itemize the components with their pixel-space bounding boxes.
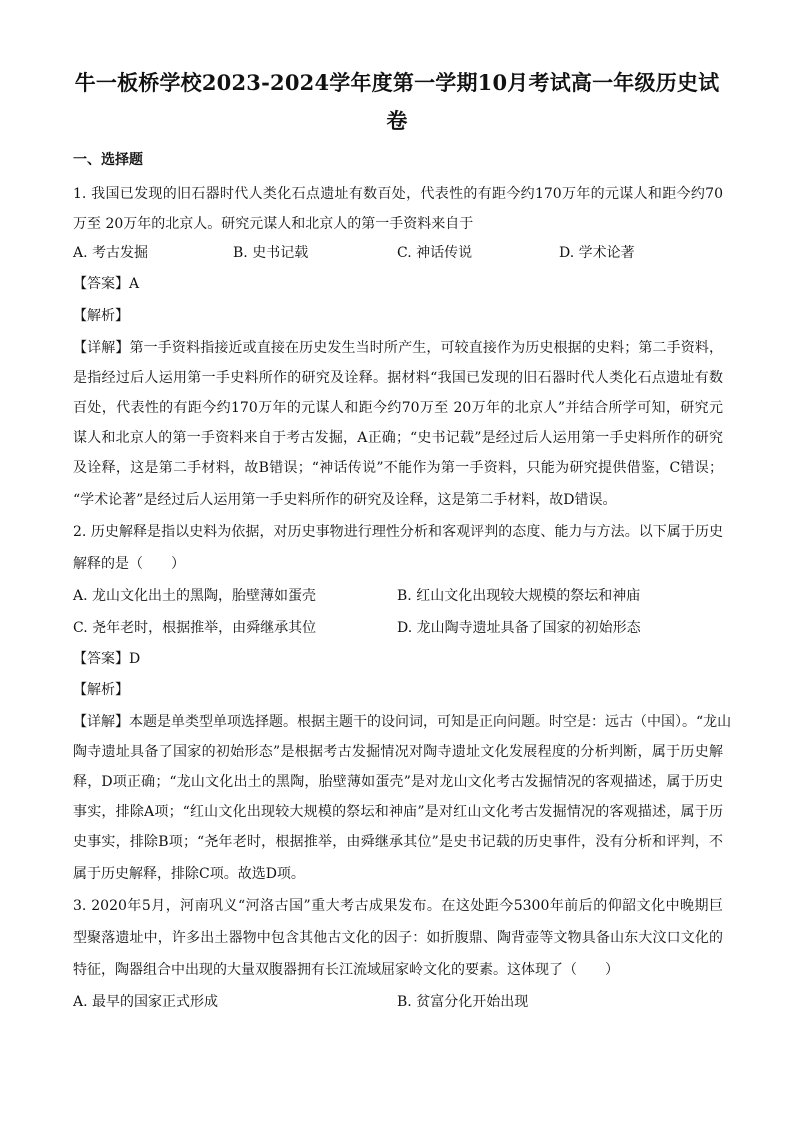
q1-option-b: B. 史书记载 (233, 245, 309, 261)
q2-analysis-label: 【解析】 (73, 682, 129, 698)
q1-option-d: D. 学术论著 (559, 245, 635, 261)
q3-stem-line-2: 型聚落遗址中，许多出土器物中包含其他古文化的因子：如折腹鼎、陶背壶等文物具备山东大汶口文化的 (73, 930, 723, 946)
q2-option-d: D. 龙山陶寺遗址具备了国家的初始形态 (397, 620, 641, 636)
q1-option-a: A. 考古发掘 (73, 245, 149, 261)
q2-option-b: B. 红山文化出现较大规模的祭坛和神庙 (397, 588, 641, 604)
q2-stem-line-2: 解释的是（ ） (73, 556, 185, 572)
q3-stem-line-3: 特征，陶器组合中出现的大量双腹器拥有长江流域屈家岭文化的要素。这体现了（ ） (73, 962, 619, 978)
q2-detail-line-5: 史事实，排除B项；“尧年老时，根据推举，由舜继承其位”是史书记载的历史事件，没有分析和评判，不 (73, 834, 723, 850)
q1-detail-line-3: 百处，代表性的有距今约170万年的元谋人和距今约70万至 20万年的北京人”并结合所学可知，研究元 (73, 400, 723, 416)
q2-detail-line-4: 事实，排除A项；“红山文化出现较大规模的祭坛和神庙”是对红山文化考古发掘情况的客观描述，属于历 (73, 804, 723, 820)
q1-detail-line-2: 是指经过后人运用第一手史料所作的研究及诠释。据材料“我国已发现的旧石器时代人类化石点遗址有数 (73, 370, 723, 386)
q2-detail-line-3: 释，D项正确；“龙山文化出土的黑陶，胎壁薄如蛋壳”是对龙山文化考古发掘情况的客观描述，属于历史 (73, 774, 723, 790)
q1-detail-line-6: “学术论著”是经过后人运用第一手史料所作的研究及诠释，这是第二手材料，故D错误。 (73, 492, 617, 508)
q2-option-a: A. 龙山文化出土的黑陶，胎壁薄如蛋壳 (73, 588, 317, 604)
q2-stem-line-1: 2. 历史解释是指以史料为依据，对历史事物进行理性分析和客观评判的态度、能力与方法。以下属于历史 (73, 524, 723, 540)
q1-detail-line-5: 及诠释，这是第二手材料，故B错误；“神话传说”不能作为第一手资料，只能为研究提供借鉴，C错误； (73, 460, 723, 476)
q2-detail-line-6: 属于历史解释，排除C项。故选D项。 (73, 866, 305, 882)
q1-detail-line-1: 【详解】第一手资料指接近或直接在历史发生当时所产生，可较直接作为历史根据的史料；第二手资料， (73, 340, 723, 356)
q3-option-b: B. 贫富分化开始出现 (397, 994, 529, 1010)
q1-option-c: C. 神话传说 (397, 245, 473, 261)
q2-answer: 【答案】D (73, 651, 141, 667)
q1-stem-line-1: 1. 我国已发现的旧石器时代人类化石点遗址有数百处，代表性的有距今约170万年的元谋人和距今约70 (73, 186, 723, 202)
section-heading: 一、选择题 (73, 152, 143, 168)
q3-stem-line-1: 3. 2020年5月，河南巩义“河洛古国”重大考古成果发布。在这处距今5300年前后的仰韶文化中晚期巨 (73, 898, 723, 914)
title-line-2: 卷 (386, 108, 408, 133)
q1-stem-line-2: 万至 20万年的北京人。研究元谋人和北京人的第一手资料来自于 (73, 216, 474, 232)
q2-option-c: C. 尧年老时，根据推举，由舜继承其位 (73, 620, 317, 636)
q3-option-a: A. 最早的国家正式形成 (73, 994, 219, 1010)
q1-answer: 【答案】A (73, 276, 140, 292)
q2-detail-line-1: 【详解】本题是单类型单项选择题。根据主题干的设问词，可知是正向问题。时空是：远古（中国）。“龙山 (73, 714, 732, 730)
q2-detail-line-2: 陶寺遗址具备了国家的初始形态”是根据考古发掘情况对陶寺遗址文化发展程度的分析判断，属于历史解 (73, 744, 723, 760)
q1-analysis-label: 【解析】 (73, 308, 129, 324)
title-line-1: 牛一板桥学校2023-2024学年度第一学期10月考试高一年级历史试 (74, 70, 720, 95)
document-title (60, 64, 734, 140)
q1-detail-line-4: 谋人和北京人的第一手资料来自于考古发掘，A正确；“史书记载”是经过后人运用第一手史料所作的研究 (73, 430, 723, 446)
